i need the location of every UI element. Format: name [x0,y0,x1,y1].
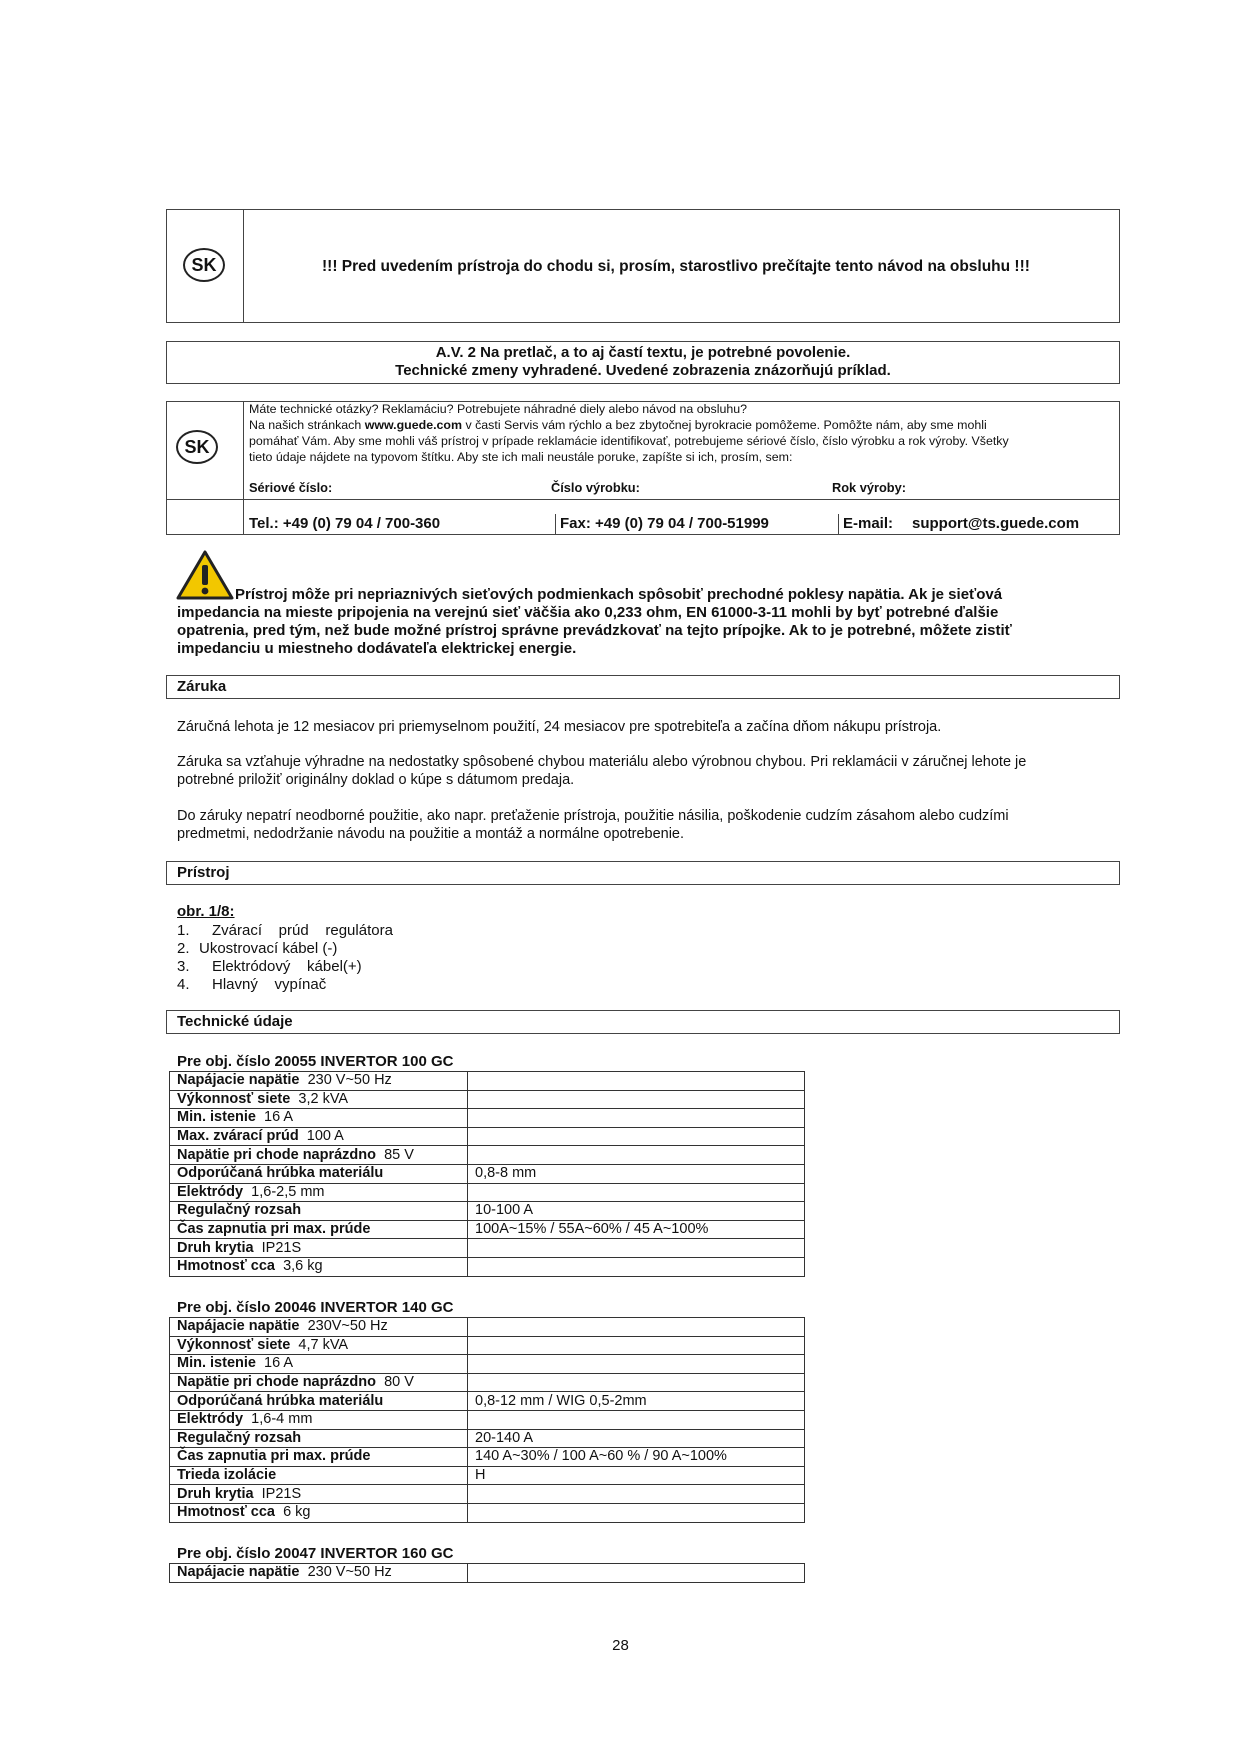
table-row: Elektródy 1,6-4 mm [170,1410,805,1429]
device-heading: Prístroj [166,861,1120,885]
copyright-line-1: A.V. 2 Na pretlač, a to aj častí textu, je potrebné povolenie. [435,344,851,361]
table-row: Trieda izolácie H [170,1466,805,1485]
copyright-line-2: Technické zmeny vyhradené. Uvedené zobrazenia znázorňujú príklad. [395,362,891,379]
table-row: Min. istenie 16 A [170,1355,805,1374]
table-row: Regulačný rozsah 20-140 A [170,1429,805,1448]
warranty-paragraph-2b: potrebné priložiť originálny doklad o kúpe s dátumom predaja. [177,772,575,788]
table-title-140gc: Pre obj. číslo 20046 INVERTOR 140 GC [177,1299,454,1316]
table-title-100gc: Pre obj. číslo 20055 INVERTOR 100 GC [177,1053,454,1070]
product-number-label: Číslo výrobku: [551,480,640,495]
warning-line-1: Prístroj môže pri nepriaznivých sieťových podmienkach spôsobiť prechodné poklesy napätia. Ak je sieťová [235,586,1003,603]
table-row: Napájacie napätie 230 V~50 Hz [170,1564,805,1583]
spec-table-160gc [169,1563,805,1583]
table-row: Min. istenie 16 A [170,1109,805,1128]
fax: Fax: +49 (0) 79 04 / 700-51999 [560,515,769,532]
country-badge-sk: SK [183,248,225,282]
email-address[interactable]: support@ts.guede.com [912,515,1080,532]
table-row: Hmotnosť cca 6 kg [170,1503,805,1522]
table-row: Druh krytia IP21S [170,1239,805,1258]
figure-reference: obr. 1/8: [177,903,235,920]
warranty-paragraph-3a: Do záruky nepatrí neodborné použitie, ako napr. preťaženie prístroja, použitie násilia, poškodenie cudzím zásahom alebo cudzími [177,808,1009,824]
email-label: E-mail: [843,515,894,532]
service-text-line-3: pomáhať Vám. Aby sme mohli váš prístroj v prípade reklamácie identifikovať, potrebujeme sériové číslo, číslo výrobku a rok výroby. Všetky [249,434,1009,448]
service-text-line-2 [249,418,987,432]
table-title-160gc: Pre obj. číslo 20047 INVERTOR 160 GC [177,1545,454,1562]
year-label: Rok výroby: [832,480,906,495]
service-divider [243,401,244,535]
tech-heading: Technické údaje [166,1010,1120,1034]
table-row: Odporúčaná hrúbka materiálu 0,8-8 mm [170,1164,805,1183]
list-item: 3. Elektródový kábel(+) [177,958,362,975]
table-row: Napájacie napätie 230 V~50 Hz [170,1072,805,1091]
warranty-heading: Záruka [166,675,1120,699]
table-row: Čas zapnutia pri max. prúde 100A~15% / 55A~60% / 45 A~100% [170,1220,805,1239]
page-number: 28 [612,1637,629,1654]
warning-line-3: opatrenia, pred tým, než bude možné prístroj správne prevádzkovať na tejto prípojke. Ak to je potrebné, môžete zistiť [177,622,1012,639]
table-row: Napätie pri chode naprázdno 80 V [170,1373,805,1392]
service-fax-divider [555,514,556,535]
warranty-paragraph-3b: predmetmi, nedodržanie návodu na použitie a montáž a normálne opotrebenie. [177,826,685,842]
spec-table-100gc [169,1071,805,1277]
service-email-divider [838,514,839,535]
warning-line-2: impedancia na mieste pripojenia na verejnú sieť väčšia ako 0,233 ohm, EN 61000-3-11 mohli by byť potrebné ďalšie [177,604,999,621]
header-divider [243,209,244,323]
service-text-post: v časti Servis vám rýchlo a bez zbytočnej byrokracie pomôžeme. Pomôžte nám, aby sme mohli [462,418,987,432]
header-warning-text: !!! Pred uvedením prístroja do chodu si, prosím, starostlivo prečítajte tento návod na obsluhu !!! [322,258,1030,275]
table-row: Druh krytia IP21S [170,1485,805,1504]
table-row: Hmotnosť cca 3,6 kg [170,1257,805,1276]
website-link[interactable]: www.guede.com [364,418,463,432]
warranty-paragraph-2a: Záruka sa vzťahuje výhradne na nedostatky spôsobené chybou materiálu alebo výrobnou chybou. Pri reklamácii v záručnej lehote je [177,754,1027,770]
table-row: Odporúčaná hrúbka materiálu 0,8-12 mm / WIG 0,5-2mm [170,1392,805,1411]
table-row: Elektródy 1,6-2,5 mm [170,1183,805,1202]
list-item: 4. Hlavný vypínač [177,976,327,993]
country-badge-sk-2: SK [176,430,218,464]
service-row-line [166,499,1120,500]
warning-line-4: impedanciu u miestneho dodávateľa elektrickej energie. [177,640,577,657]
list-item: 1. Zvárací prúd regulátora [177,922,393,939]
table-row: Výkonnosť siete 4,7 kVA [170,1336,805,1355]
service-text-line-4: tieto údaje nájdete na typovom štítku. Aby ste ich mali neustále poruke, zapíšte si ich, prosím, sem: [249,450,793,464]
serial-number-label: Sériové číslo: [249,480,333,495]
service-text-pre: Na našich stránkach [249,418,365,432]
service-text-line-1: Máte technické otázky? Reklamáciu? Potrebujete náhradné diely alebo návod na obsluhu? [249,402,748,416]
table-row: Napájacie napätie 230V~50 Hz [170,1318,805,1337]
table-row: Regulačný rozsah 10-100 A [170,1202,805,1221]
table-row: Max. zvárací prúd 100 A [170,1127,805,1146]
list-item: 2. Ukostrovací kábel (-) [177,940,338,957]
warranty-paragraph-1: Záručná lehota je 12 mesiacov pri priemyselnom použití, 24 mesiacov pre spotrebiteľa a začína dňom nákupu prístroja. [177,719,942,735]
spec-table-140gc [169,1317,805,1523]
table-row: Napätie pri chode naprázdno 85 V [170,1146,805,1165]
table-row: Výkonnosť siete 3,2 kVA [170,1090,805,1109]
table-row: Čas zapnutia pri max. prúde 140 A~30% / 100 A~60 % / 90 A~100% [170,1448,805,1467]
warning-triangle-icon [176,550,234,600]
telephone: Tel.: +49 (0) 79 04 / 700-360 [249,515,441,532]
